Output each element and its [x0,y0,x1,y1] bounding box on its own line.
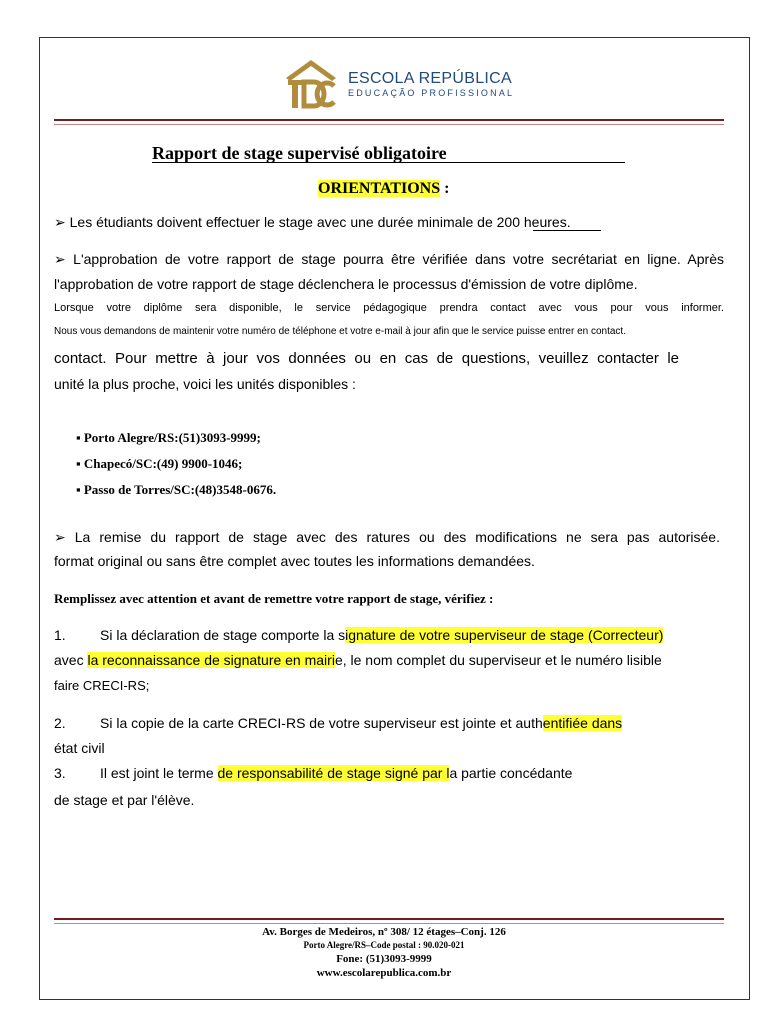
hours-underline [533,230,601,231]
units-list [76,425,276,503]
header-rule-thin [54,124,724,125]
para-erasures-line1: ➢ La remise du rapport de stage avec des ratures ou des modifications ne sera pas autorisée. [54,529,720,545]
para-min-duration: ➢ Les étudiants doivent effectuer le stage avec une durée minimale de 200 heures. [54,214,571,230]
highlight: la reconnaissance de signature en mairi [87,652,335,668]
highlight: entifiée dans [542,715,623,731]
check-item-1-line1: 1. Si la déclaration de stage comporte la signature de votre superviseur de stage (Correcteur) [54,627,664,643]
para-approval-line5: contact. Pour mettre à jour vos données ou en cas de questions, veuillez contacter le [54,350,679,367]
logo-subtitle: EDUCAÇÃO PROFISSIONAL [348,87,515,98]
check-item-number: 1. [54,627,66,643]
para-approval-line6: unité la plus proche, voici les unités disponibles : [54,376,356,392]
title-underline [152,162,625,163]
orientations-colon: : [440,180,450,197]
footer-phone: Fone: (51)3093-9999 [336,953,432,965]
page-title: Rapport de stage supervisé obligatoire [152,143,447,163]
check-item-3-line1: 3. Il est joint le terme de responsabilité de stage signé par la partie concédante [54,765,573,781]
check-item-1-line2: avec la reconnaissance de signature en mairie, le nom complet du superviseur et le numéro lisible [54,652,662,668]
check-item-2-line1: 2. Si la copie de la carte CRECI-RS de votre superviseur est jointe et authentifiée dans [54,715,623,731]
school-emblem-icon [282,56,340,112]
highlight: de responsabilité de stage signé par l [217,765,450,781]
footer-rule-thin [54,923,724,924]
para-erasures-line2: format original ou sans être complet avec toutes les informations demandées. [54,553,535,569]
check-item-1-line3: faire CRECI-RS; [54,678,150,693]
check-item-number: 2. [54,715,66,731]
footer-rule [54,918,724,920]
check-item-number: 3. [54,765,66,781]
check-item-2-line2: état civil [54,740,105,756]
para-approval-line4: Nous vous demandons de maintenir votre numéro de téléphone et votre e-mail à jour afin que le service puisse entrer en contact. [54,326,626,337]
footer-city: Porto Alegre/RS–Code postal : 90.020-021 [303,940,465,950]
logo-title: ESCOLA REPÚBLICA [348,69,512,87]
footer-address: Av. Borges de Medeiros, nº 308/ 12 étages–Conj. 126 [262,926,506,938]
orientations-heading [318,180,449,198]
check-item-3-line2: de stage et par l'élève. [54,792,195,808]
list-item: ▪ Passo de Torres/SC:(48)3548-0676. [76,482,277,497]
list-item: ▪ Porto Alegre/RS:(51)3093-9999; [76,430,261,445]
para-approval-line3: Lorsque votre diplôme sera disponible, le service pédagogique prendra contact avec vous pour vous informer. [54,302,724,314]
list-item: ▪ Chapecó/SC:(49) 9900-1046; [76,456,243,471]
header-rule [54,119,724,121]
highlight: ignature de votre superviseur de stage (Correcteur) [345,627,664,643]
para-approval-line1: ➢ L'approbation de votre rapport de stage pourra être vérifiée dans votre secrétariat en ligne. Après [54,251,724,267]
checklist-heading: Remplissez avec attention et avant de remettre votre rapport de stage, vérifiez : [54,591,494,606]
footer-website[interactable]: www.escolarepublica.com.br [316,967,452,979]
orientations-label: ORIENTATIONS [318,180,441,197]
para-approval-line2: l'approbation de votre rapport de stage déclenchera le processus d'émission de votre diplôme. [54,276,638,292]
school-logo [282,56,514,112]
